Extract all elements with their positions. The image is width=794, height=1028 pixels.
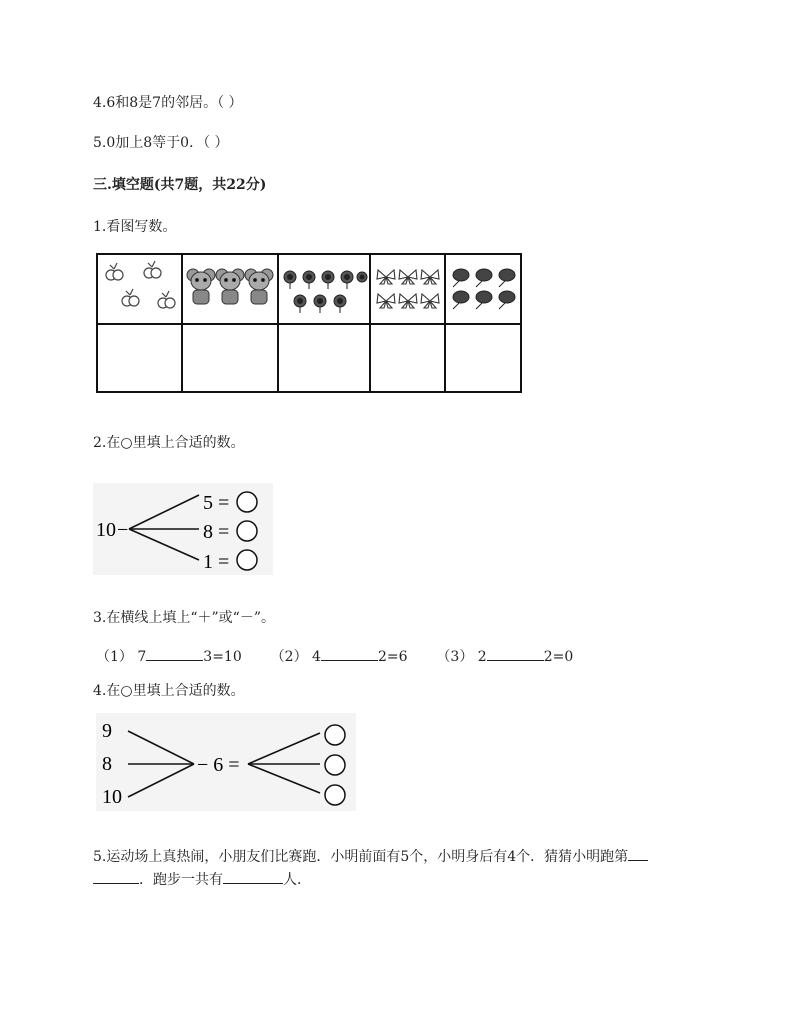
picture-cell-apples — [97, 254, 182, 324]
q3-item-right: 2=0 — [543, 649, 574, 665]
q3-item-label: （1） — [96, 649, 133, 665]
q3-item-label: （3） — [436, 649, 474, 665]
q4-input-number: 10 — [102, 786, 122, 808]
answer-circle[interactable] — [237, 521, 257, 541]
answer-circle[interactable] — [325, 785, 345, 805]
answer-circle[interactable] — [237, 492, 257, 512]
q4-input-number: 9 — [102, 720, 112, 742]
q5-line-1 — [93, 846, 648, 867]
q3-item-right: 2=6 — [377, 649, 408, 665]
q2-branch-value: 1 — [203, 551, 213, 573]
picture-cell-sunflowers — [278, 254, 370, 324]
butterfly-icon — [372, 255, 444, 319]
picture-cell-butterflies — [370, 254, 445, 324]
answer-circle[interactable] — [237, 550, 257, 570]
q2-equals: = — [218, 551, 230, 573]
answer-cell-3[interactable] — [278, 324, 370, 392]
q5-line-2 — [93, 869, 311, 890]
q3-blank-3[interactable] — [487, 646, 544, 661]
q1-prompt: 1.看图写数。 — [93, 219, 177, 235]
answer-cell-4[interactable] — [370, 324, 445, 392]
q5-blank-total[interactable] — [223, 869, 283, 884]
q2-equals: = — [218, 492, 230, 514]
judge-question-4: 4.6和8是7的邻居。（ ） — [93, 95, 243, 111]
q2-branch-value: 8 — [203, 521, 213, 543]
answer-circle[interactable] — [325, 755, 345, 775]
q3-item-right: 3=10 — [203, 649, 242, 665]
answer-cell-1[interactable] — [97, 324, 182, 392]
apple-icon — [100, 255, 180, 319]
q4-operator: − 6 = — [197, 754, 240, 776]
section-title: 三.填空题(共7题，共22分) — [93, 177, 267, 193]
subtraction-branch-diagram — [93, 483, 273, 575]
picture-cell-koalas — [182, 254, 278, 324]
q3-items-row — [96, 646, 573, 667]
q2-start-number: 10 — [96, 519, 116, 541]
judge-question-5: 5.0加上8等于0．（ ） — [93, 135, 229, 151]
q5-text-part3: 人． — [283, 872, 311, 888]
q2-minus-sign: − — [117, 519, 129, 541]
q3-item-left: 4 — [312, 649, 321, 665]
picture-count-table — [96, 253, 522, 393]
q3-blank-2[interactable] — [321, 646, 378, 661]
q2-branch-value: 5 — [203, 492, 213, 514]
q5-text-part1: 5.运动场上真热闹，小朋友们比赛跑．小明前面有5个，小明身后有4个．猜猜小明跑第 — [93, 849, 629, 865]
q3-blank-1[interactable] — [146, 646, 203, 661]
q5-text-part2: ．跑步一共有 — [139, 872, 223, 888]
sunflower-icon — [280, 255, 368, 319]
subtraction-convergence-diagram — [96, 713, 356, 811]
q3-item-left: 7 — [137, 649, 147, 665]
rose-icon — [447, 255, 519, 319]
q4-input-number: 8 — [102, 753, 112, 775]
q3-prompt: 3.在横线上填上“＋”或“－”。 — [93, 610, 275, 626]
q2-equals: = — [218, 521, 230, 543]
koala-icon — [184, 255, 276, 319]
picture-cell-roses — [445, 254, 521, 324]
q3-item-label: （2） — [270, 649, 308, 665]
answer-cell-2[interactable] — [182, 324, 278, 392]
answer-cell-5[interactable] — [445, 324, 521, 392]
q4-prompt: 4.在○里填上合适的数。 — [93, 683, 245, 699]
q3-item-left: 2 — [477, 649, 487, 665]
q5-blank-rank-cont[interactable] — [93, 869, 139, 884]
q5-blank-rank[interactable] — [628, 846, 648, 861]
q2-prompt: 2.在○里填上合适的数。 — [93, 435, 245, 451]
answer-circle[interactable] — [325, 725, 345, 745]
